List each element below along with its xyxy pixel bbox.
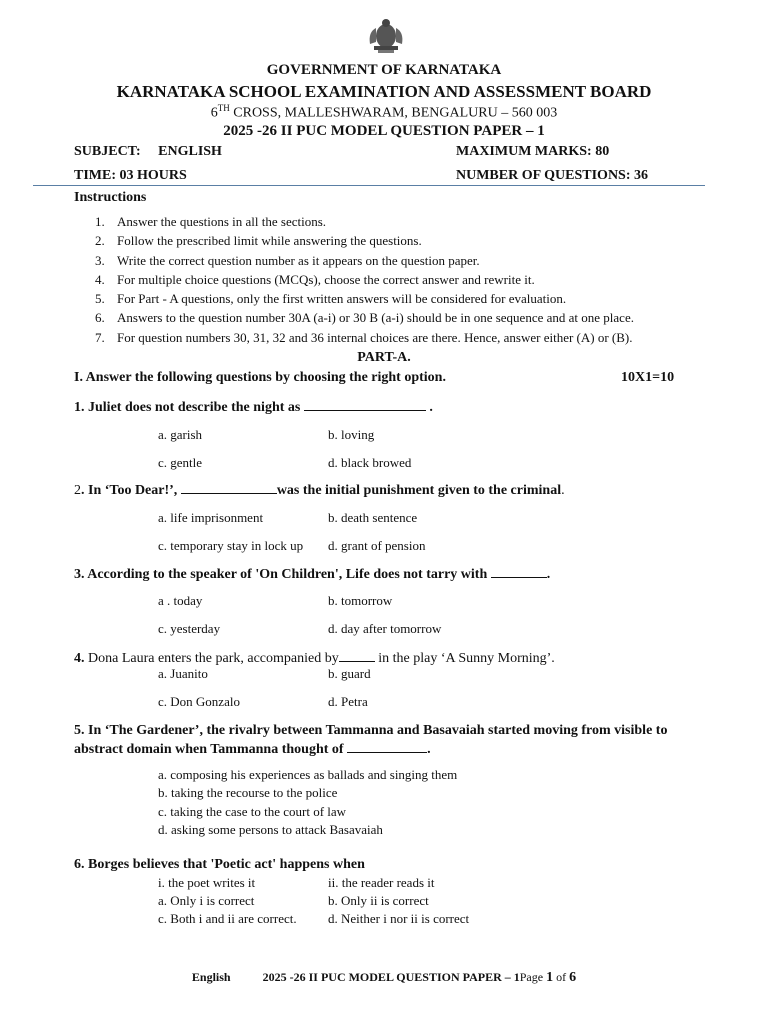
q3-option-a: a . today	[158, 593, 203, 608]
instruction-item: 6. Answers to the question number 30A (a-i) or 30 B (a-i) should be in one sequence and at one place.	[95, 310, 634, 326]
q3-option-b: b. tomorrow	[328, 593, 393, 608]
answer-blank	[181, 481, 277, 494]
answer-blank	[347, 740, 427, 753]
part-a-title: PART-A.	[357, 350, 411, 365]
question-4: 4. Dona Laura enters the park, accompanied by in the play ‘A Sunny Morning’.	[74, 651, 555, 666]
q5-option-b: b. taking the recourse to the police	[158, 785, 338, 800]
instruction-item: 4. For multiple choice questions (MCQs), choose the correct answer and rewrite it.	[95, 271, 535, 287]
section-heading: I. Answer the following questions by choosing the right option.	[74, 370, 446, 385]
header-govt: GOVERNMENT OF KARNATAKA	[266, 62, 502, 78]
q3-option-c: c. yesterday	[158, 621, 221, 636]
q1-option-a: a. garish	[158, 427, 203, 442]
q5-option-d: d. asking some persons to attack Basavaiah	[158, 822, 383, 837]
header-divider	[33, 185, 705, 186]
q6-statement-ii: ii. the reader reads it	[328, 875, 435, 890]
q1-option-d: d. black browed	[328, 455, 412, 470]
header-board: KARNATAKA SCHOOL EXAMINATION AND ASSESSMENT BOARD	[116, 82, 652, 101]
subject-label: SUBJECT: ENGLISH	[74, 144, 222, 159]
q1-option-b: b. loving	[328, 427, 375, 442]
time-label: TIME: 03 HOURS	[74, 168, 187, 183]
answer-blank	[339, 649, 375, 662]
question-2: 2. In ‘Too Dear!’, was the initial punishment given to the criminal.	[74, 483, 565, 498]
footer-paper: 2025 -26 II PUC MODEL QUESTION PAPER – 1	[262, 970, 520, 984]
instruction-item: 5. For Part - A questions, only the first written answers will be considered for evaluation.	[95, 291, 567, 307]
instruction-item: 1. Answer the questions in all the sections.	[95, 214, 327, 229]
q4-option-d: d. Petra	[328, 694, 368, 709]
q4-option-c: c. Don Gonzalo	[158, 694, 240, 709]
q2-option-a: a. life imprisonment	[158, 510, 264, 525]
q1-option-c: c. gentle	[158, 455, 203, 470]
q6-statement-i: i. the poet writes it	[158, 875, 256, 890]
instructions-list	[95, 214, 715, 349]
q2-option-c: c. temporary stay in lock up	[158, 538, 304, 553]
q4-option-b: b. guard	[328, 666, 371, 681]
max-marks-label: MAXIMUM MARKS: 80	[456, 144, 610, 159]
q6-option-b: b. Only ii is correct	[328, 893, 429, 908]
q6-option-a: a. Only i is correct	[158, 893, 255, 908]
question-3: 3. According to the speaker of 'On Children', Life does not tarry with .	[74, 567, 551, 582]
num-questions-label: NUMBER OF QUESTIONS: 36	[456, 168, 649, 183]
instruction-item: 2. Follow the prescribed limit while answering the questions.	[95, 233, 422, 249]
question-6: 6. Borges believes that 'Poetic act' happens when	[74, 857, 365, 872]
karnataka-emblem-icon	[362, 14, 410, 54]
q4-option-a: a. Juanito	[158, 666, 208, 681]
footer-subject: English	[191, 970, 231, 984]
instruction-item: 7. For question numbers 30, 31, 32 and 36 internal choices are there. Hence, answer either (A) or (B).	[95, 329, 633, 345]
paper-title: 2025 -26 II PUC MODEL QUESTION PAPER – 1	[223, 123, 545, 139]
page-total: 6	[569, 970, 577, 985]
q5-option-a: a. composing his experiences as ballads and singing them	[158, 767, 458, 782]
q6-option-c: c. Both i and ii are correct.	[158, 911, 297, 926]
page-footer: English 2025 -26 II PUC MODEL QUESTION PAPER – 1Page 1 of 6	[191, 970, 577, 985]
section-marks: 10X1=10	[621, 370, 675, 385]
q2-option-b: b. death sentence	[328, 510, 418, 525]
q2-option-d: d. grant of pension	[328, 538, 426, 553]
instruction-item: 3. Write the correct question number as it appears on the question paper.	[95, 252, 480, 268]
answer-blank	[491, 565, 547, 578]
q6-option-d: d. Neither i nor ii is correct	[328, 911, 470, 926]
q5-option-c: c. taking the case to the court of law	[158, 804, 347, 819]
instructions-title: Instructions	[74, 190, 147, 205]
question-5: 5. In ‘The Gardener’, the rivalry between Tammanna and Basavaiah started moving from visible to abstract domain when Tammanna thought of .	[74, 723, 668, 757]
question-1: 1. Juliet does not describe the night as .	[74, 400, 433, 415]
page-number: 1	[546, 970, 554, 985]
q3-option-d: d. day after tomorrow	[328, 621, 442, 636]
header-address: 6TH CROSS, MALLESHWARAM, BENGALURU – 560 003	[210, 103, 558, 121]
answer-blank	[304, 398, 426, 411]
